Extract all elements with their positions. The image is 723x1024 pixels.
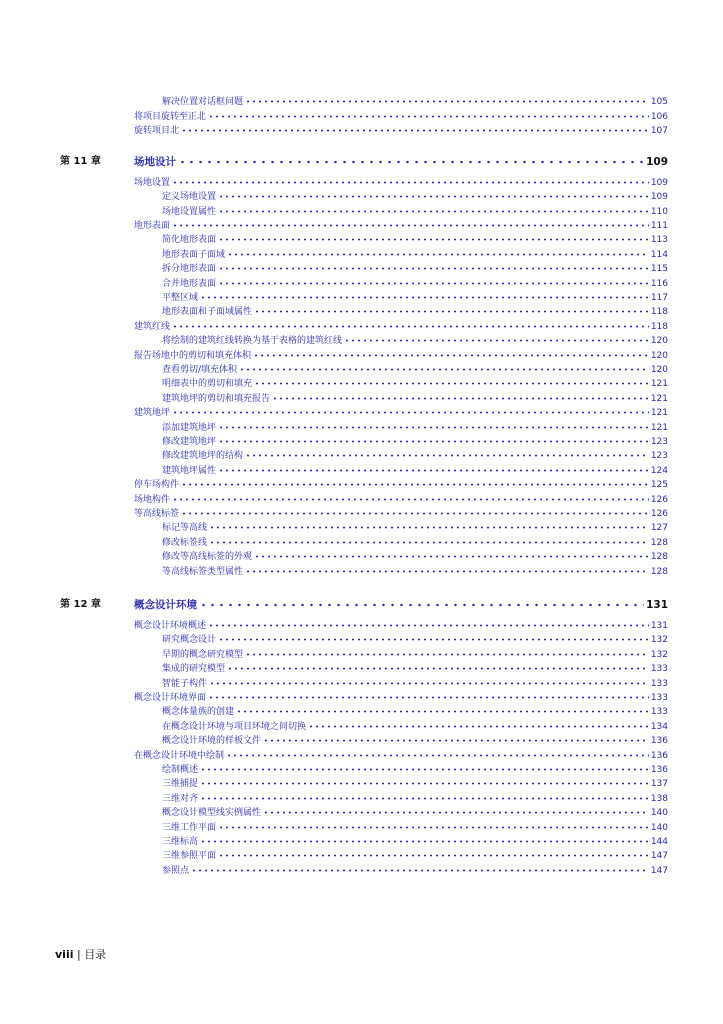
dot-leader: [227, 662, 649, 671]
toc-entry-page: 107: [650, 126, 668, 136]
dot-leader: [227, 248, 649, 257]
toc-entry-page: 132: [650, 650, 668, 660]
dot-leader: [172, 219, 649, 228]
dot-leader: [209, 677, 649, 686]
chapter-number: 第 11 章: [60, 156, 101, 167]
toc-entry-title: 智能子构件: [162, 679, 208, 689]
dot-leader: [172, 320, 649, 329]
footer-section: 目录: [84, 948, 107, 961]
toc-entry[interactable]: [134, 749, 668, 763]
toc-entry[interactable]: [134, 110, 668, 124]
dot-leader: [199, 598, 644, 608]
toc-entry-page: 137: [650, 779, 668, 789]
toc-entry[interactable]: [162, 864, 668, 878]
dot-leader: [254, 550, 649, 559]
dot-leader: [208, 691, 649, 700]
toc-entry-title: 在概念设计环境与项目环境之间切换: [162, 722, 307, 732]
toc-entry-page: 128: [650, 567, 668, 577]
toc-entry-title: 等高线标签: [134, 509, 180, 519]
toc-entry-title: 停车场构件: [134, 480, 180, 490]
toc-entry[interactable]: [162, 821, 668, 835]
dot-leader: [191, 864, 649, 873]
dot-leader: [218, 633, 649, 642]
dot-leader: [178, 155, 644, 165]
toc-entry-page: 136: [650, 736, 668, 746]
toc-entry[interactable]: [134, 219, 668, 233]
toc-entry-title: 地形表面和子面域属性: [162, 307, 253, 317]
dot-leader: [253, 349, 649, 358]
dot-leader: [272, 392, 649, 401]
toc-entry[interactable]: [162, 190, 668, 204]
toc-entry-title: 合并地形表面: [162, 279, 217, 289]
toc-entry-page: 118: [650, 307, 668, 317]
toc-entry-title: 标记等高线: [162, 523, 208, 533]
toc-entry[interactable]: [162, 205, 668, 219]
toc-entry-title: 场地设置: [134, 178, 171, 188]
toc-entry-title: 绘制概述: [162, 765, 199, 775]
dot-leader: [200, 777, 649, 786]
toc-entry-page: 126: [650, 495, 668, 505]
toc-entry[interactable]: [134, 507, 668, 521]
toc-entry-title: 三维捕捉: [162, 779, 199, 789]
dot-leader: [226, 749, 649, 758]
toc-entry-page: 136: [650, 751, 668, 761]
toc-entry[interactable]: [134, 478, 668, 492]
toc-entry-page: 144: [650, 837, 668, 847]
dot-leader: [218, 849, 649, 858]
toc-entry-title: 修改等高线标签的外观: [162, 552, 253, 562]
dot-leader: [172, 176, 649, 185]
toc-entry-page: 116: [650, 279, 668, 289]
toc-entry[interactable]: [162, 233, 668, 247]
toc-entry-title: 三维对齐: [162, 794, 199, 804]
toc-entry-title: 三维参照平面: [162, 851, 217, 861]
toc-entry[interactable]: [162, 849, 668, 863]
dot-leader: [200, 291, 649, 300]
toc-entry-page: 121: [650, 379, 668, 389]
dot-leader: [245, 95, 649, 104]
dot-leader: [218, 464, 649, 473]
toc-entry-page: 120: [650, 336, 668, 346]
toc-entry[interactable]: [162, 291, 668, 305]
toc-entry[interactable]: [162, 648, 668, 662]
toc-entry[interactable]: [134, 691, 668, 705]
dot-leader: [236, 705, 649, 714]
toc-entry-title: 场地构件: [134, 495, 171, 505]
toc-entry[interactable]: [162, 363, 668, 377]
toc-entry[interactable]: [162, 835, 668, 849]
dot-leader: [218, 233, 649, 242]
toc-entry-title: 修改建筑地坪: [162, 437, 217, 447]
toc-entry-page: 138: [650, 794, 668, 804]
toc-entry-page: 140: [650, 823, 668, 833]
toc-entry-page: 136: [650, 765, 668, 775]
toc-entry-title: 建筑地坪: [134, 408, 171, 418]
toc-entry-page: 117: [650, 293, 668, 303]
toc-entry-title: 建筑地坪属性: [162, 466, 217, 476]
toc-entry-title: 旋转项目北: [134, 126, 180, 136]
toc-entry[interactable]: [162, 377, 668, 391]
toc-entry-title: 地形表面子面域: [162, 250, 226, 260]
dot-leader: [181, 507, 649, 516]
toc-entry-page: 127: [650, 523, 668, 533]
toc-entry-page: 132: [650, 635, 668, 645]
toc-entry[interactable]: [134, 406, 668, 420]
toc-entry[interactable]: [134, 349, 668, 363]
toc-entry[interactable]: [162, 521, 668, 535]
toc-entry-page: 123: [650, 451, 668, 461]
toc-entry-page: 106: [650, 112, 668, 122]
dot-leader: [181, 124, 649, 133]
toc-entry[interactable]: [162, 449, 668, 463]
dot-leader: [344, 334, 649, 343]
toc-entry[interactable]: [134, 320, 668, 334]
toc-entry-page: 134: [650, 722, 668, 732]
footer-separator: |: [76, 948, 81, 961]
dot-leader: [239, 363, 649, 372]
toc-entry-page: 125: [650, 480, 668, 490]
toc-entry-title: 三维标高: [162, 837, 199, 847]
toc-entry[interactable]: [162, 550, 668, 564]
dot-leader: [308, 720, 649, 729]
toc-entry-title: 等高线标签类型属性: [162, 567, 244, 577]
toc-entry[interactable]: [134, 493, 668, 507]
toc-entry[interactable]: [162, 305, 668, 319]
toc-entry-page: 121: [650, 423, 668, 433]
toc-entry-title: 简化地形表面: [162, 235, 217, 245]
dot-leader: [181, 478, 649, 487]
toc-entry-page: 114: [650, 250, 668, 260]
toc-entry-title: 拆分地形表面: [162, 264, 217, 274]
toc-entry-page: 109: [650, 178, 668, 188]
toc-entry-page: 124: [650, 466, 668, 476]
toc-entry[interactable]: [162, 277, 668, 291]
toc-entry-page: 110: [650, 207, 668, 217]
toc-entry-title: 建筑地坪的剪切和填充报告: [162, 394, 271, 404]
toc-entry-title: 三维工作平面: [162, 823, 217, 833]
toc-entry-title: 将项目旋转至正北: [134, 112, 207, 122]
toc-entry-title: 查看剪切/填充体积: [162, 365, 238, 375]
toc-entry-title: 研究概念设计: [162, 635, 217, 645]
footer-page-number: viii: [55, 948, 74, 961]
toc-entry-title: 概念体量族的创建: [162, 707, 235, 717]
toc-entry-page: 147: [650, 866, 668, 876]
dot-leader: [208, 619, 649, 628]
toc-entry-page: 121: [650, 408, 668, 418]
toc-entry-page: 147: [650, 851, 668, 861]
toc-entry-page: 123: [650, 437, 668, 447]
toc-entry[interactable]: [162, 536, 668, 550]
toc-entry[interactable]: [162, 334, 668, 348]
dot-leader: [172, 406, 649, 415]
toc-entry-page: 115: [650, 264, 668, 274]
toc-entry-title: 添加建筑地坪: [162, 423, 217, 433]
dot-leader: [200, 835, 649, 844]
toc-entry-page: 118: [650, 322, 668, 332]
toc-entry-title: 建筑红线: [134, 322, 171, 332]
dot-leader: [218, 277, 649, 286]
toc-entry[interactable]: [162, 633, 668, 647]
toc-entry-title: 概念设计环境的样板文件: [162, 736, 262, 746]
dot-leader: [200, 763, 649, 772]
toc-entry-page: 140: [650, 808, 668, 818]
dot-leader: [200, 792, 649, 801]
toc-entry-page: 120: [650, 351, 668, 361]
toc-entry-page: 113: [650, 235, 668, 245]
toc-entry[interactable]: [162, 95, 668, 109]
toc-entry-title: 集成的研究模型: [162, 664, 226, 674]
toc-entry-page: 111: [650, 221, 668, 231]
toc-entry-title: 概念设计环境概述: [134, 621, 207, 631]
toc-entry-title: 明细表中的剪切和填充: [162, 379, 253, 389]
toc-entry[interactable]: [162, 435, 668, 449]
toc-entry-page: 120: [650, 365, 668, 375]
toc-entry[interactable]: [162, 262, 668, 276]
dot-leader: [218, 821, 649, 830]
toc-entry-page: 133: [650, 693, 668, 703]
toc-entry-title: 平整区域: [162, 293, 199, 303]
dot-leader: [208, 110, 649, 119]
toc-entry-page: 128: [650, 538, 668, 548]
dot-leader: [209, 521, 649, 530]
toc-entry-page: 133: [650, 679, 668, 689]
toc-entry-title: 早期的概念研究模型: [162, 650, 244, 660]
chapter-heading[interactable]: [134, 597, 668, 613]
toc-entry-title: 参照点: [162, 866, 190, 876]
toc-entry-title: 概念设计环境界面: [134, 693, 207, 703]
toc-entry-title: 定义场地设置: [162, 192, 217, 202]
dot-leader: [218, 205, 649, 214]
dot-leader: [245, 648, 649, 657]
dot-leader: [218, 435, 649, 444]
dot-leader: [263, 806, 649, 815]
toc-entry-page: 133: [650, 664, 668, 674]
toc-entry-page: 126: [650, 509, 668, 519]
page-footer: [55, 946, 106, 962]
toc-entry[interactable]: [134, 124, 668, 138]
toc-entry-title: 概念设计环境: [134, 599, 197, 611]
toc-entry-title: 解决位置对话框问题: [162, 97, 244, 107]
toc-entry[interactable]: [162, 777, 668, 791]
toc-entry-title: 在概念设计环境中绘制: [134, 751, 225, 761]
toc-entry[interactable]: [162, 677, 668, 691]
toc-entry[interactable]: [162, 720, 668, 734]
toc-entry[interactable]: [134, 176, 668, 190]
dot-leader: [263, 734, 649, 743]
toc-entry-page: 109: [650, 192, 668, 202]
toc-entry[interactable]: [162, 565, 668, 579]
dot-leader: [218, 421, 649, 430]
toc-entry-title: 修改标签线: [162, 538, 208, 548]
toc-entry-title: 地形表面: [134, 221, 171, 231]
toc-entry-title: 概念设计模型线实例属性: [162, 808, 262, 818]
toc-entry[interactable]: [162, 734, 668, 748]
toc-entry[interactable]: [162, 763, 668, 777]
dot-leader: [254, 305, 649, 314]
toc-entry-page: 133: [650, 707, 668, 717]
toc-entry[interactable]: [162, 792, 668, 806]
toc-entry-page: 131: [650, 621, 668, 631]
toc-entry[interactable]: [162, 705, 668, 719]
dot-leader: [245, 449, 649, 458]
toc-entry[interactable]: [162, 421, 668, 435]
toc-entry-title: 修改建筑地坪的结构: [162, 451, 244, 461]
toc-entry[interactable]: [134, 619, 668, 633]
chapter-number: 第 12 章: [60, 599, 101, 610]
toc-entry-title: 报告场地中的剪切和填充体积: [134, 351, 252, 361]
toc-entry-page: 105: [650, 97, 668, 107]
toc-entry-title: 场地设计: [134, 156, 176, 168]
toc-entry[interactable]: [162, 806, 668, 820]
toc-entry[interactable]: [162, 248, 668, 262]
dot-leader: [254, 377, 649, 386]
toc-entry-title: 将绘制的建筑红线转换为基于表格的建筑红线: [162, 336, 343, 346]
toc-entry[interactable]: [162, 392, 668, 406]
dot-leader: [209, 536, 649, 545]
toc-entry[interactable]: [162, 662, 668, 676]
toc-entry-page: 128: [650, 552, 668, 562]
dot-leader: [218, 190, 649, 199]
toc-entry[interactable]: [162, 464, 668, 478]
toc-entry-page: 121: [650, 394, 668, 404]
toc-entry-page: 109: [646, 156, 668, 168]
dot-leader: [172, 493, 649, 502]
toc-entry-title: 场地设置属性: [162, 207, 217, 217]
dot-leader: [245, 565, 649, 574]
chapter-heading[interactable]: [134, 154, 668, 170]
toc-entry-page: 131: [646, 599, 668, 611]
dot-leader: [218, 262, 649, 271]
